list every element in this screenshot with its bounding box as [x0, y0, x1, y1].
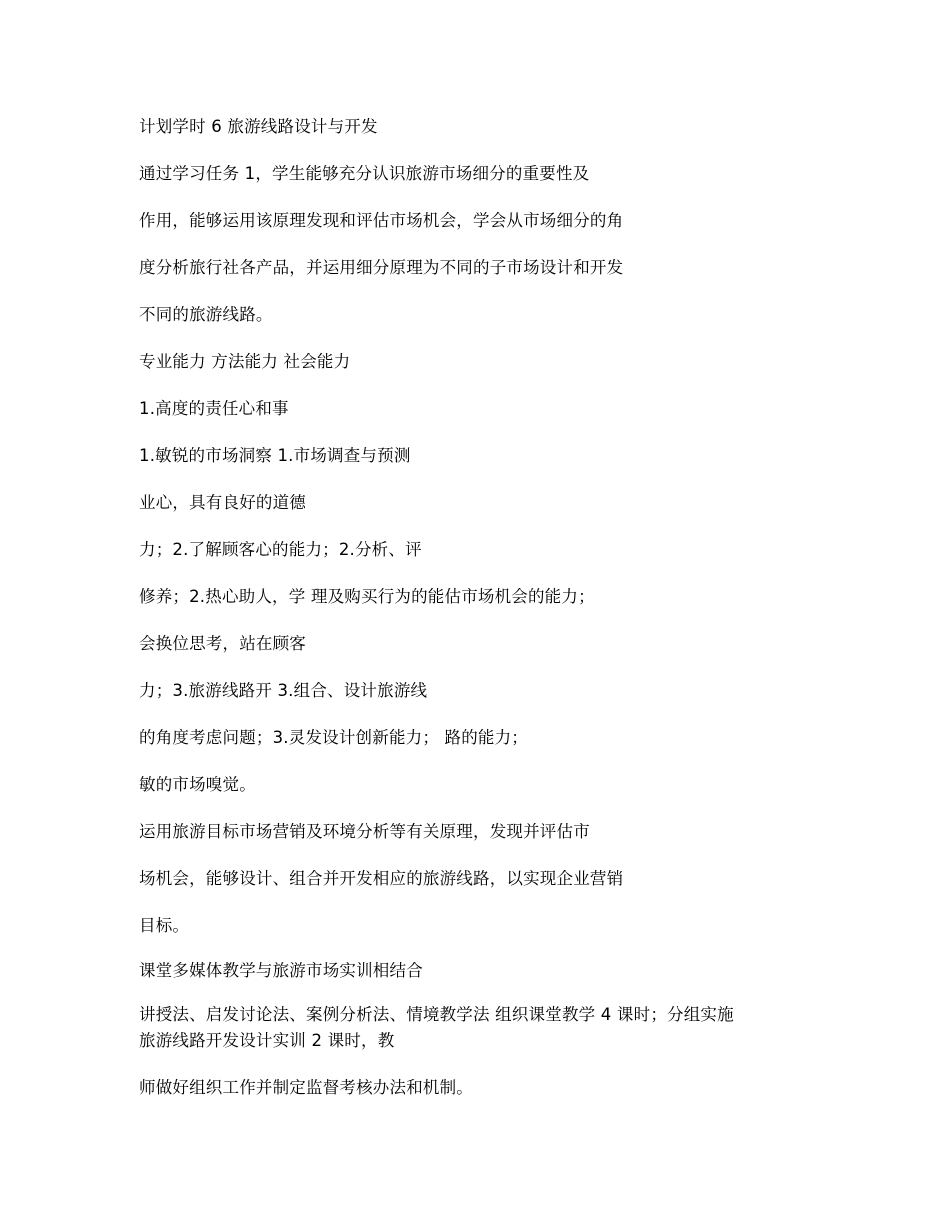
- text-line: 1.敏锐的市场洞察 1.市场调查与预测: [139, 446, 411, 465]
- text-line: 目标。: [139, 916, 190, 935]
- text-line: 旅游线路开发设计实训 2 课时，教: [139, 1031, 395, 1050]
- text-line-teaching-methods: 讲授法、启发讨论法、案例分析法、情境教学法 组织课堂教学 4 课时；分组实施: [139, 1005, 734, 1024]
- text-line: 运用旅游目标市场营销及环境分析等有关原理，发现并评估市: [139, 822, 590, 841]
- text-line: 业心，具有良好的道德: [139, 493, 306, 512]
- text-line-ability-headers: 专业能力 方法能力 社会能力: [139, 352, 351, 371]
- text-line-teaching-mode: 课堂多媒体教学与旅游市场实训相结合: [139, 961, 423, 980]
- text-line: 不同的旅游线路。: [139, 305, 273, 324]
- text-line: 会换位思考，站在顾客: [139, 634, 306, 653]
- text-line-plan-hours: 计划学时 6 旅游线路设计与开发: [139, 117, 378, 136]
- text-line: 敏的市场嗅觉。: [139, 775, 256, 794]
- text-line: 场机会，能够设计、组合并开发相应的旅游线路，以实现企业营销: [139, 869, 624, 888]
- text-line: 力；2.了解顾客心的能力；2.分析、评: [139, 540, 422, 559]
- text-line: 1.高度的责任心和事: [139, 399, 289, 418]
- text-line: 的角度考虑问题；3.灵发设计创新能力； 路的能力；: [139, 728, 528, 747]
- text-line: 力；3.旅游线路开 3.组合、设计旅游线: [139, 681, 428, 700]
- text-line: 修养；2.热心助人，学 理及购买行为的能估市场机会的能力；: [139, 587, 595, 606]
- text-line: 度分析旅行社各产品，并运用细分原理为不同的子市场设计和开发: [139, 258, 624, 277]
- text-line: 作用，能够运用该原理发现和评估市场机会，学会从市场细分的角: [139, 211, 624, 230]
- text-line: 师做好组织工作并制定监督考核办法和机制。: [139, 1078, 473, 1097]
- text-line: 通过学习任务 1，学生能够充分认识旅游市场细分的重要性及: [139, 164, 590, 183]
